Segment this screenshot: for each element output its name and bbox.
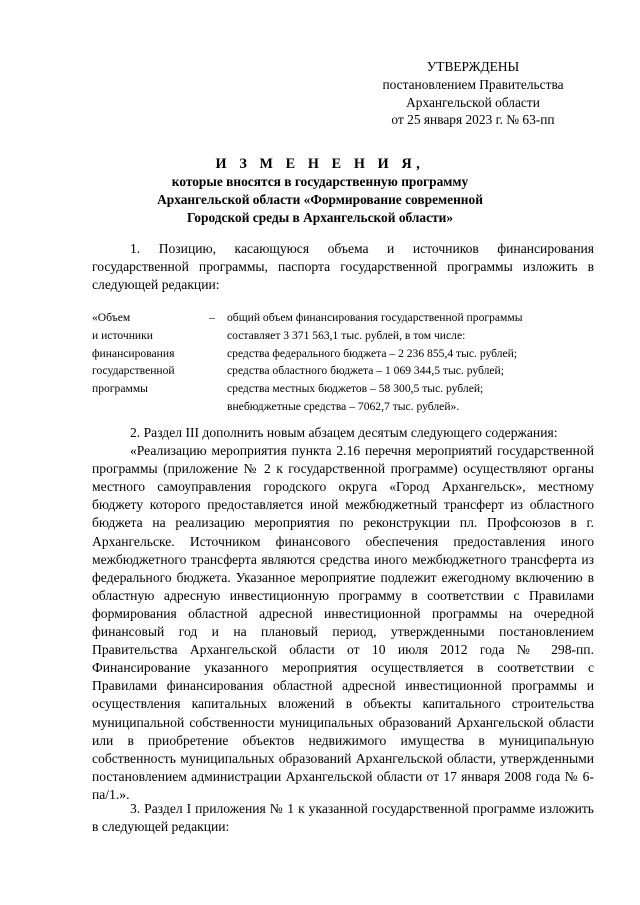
passport-value-line: средства федерального бюджета – 2 236 855,4 тыс. рублей; [227,346,518,360]
passport-label-line: программы [92,382,148,396]
paragraph-1: 1. Позицию, касающуюся объема и источников финансирования государственной программы, паспорта государственной программы изложить в следующей редакции: [92,241,594,293]
title-line-3: Городской среды в Архангельской области» [186,210,454,225]
approval-stamp [358,58,588,129]
paragraph-2-quote: «Реализацию мероприятия пункта 2.16 перечня мероприятий государственной программы (приложение № 2 к государственной программе) осуществляют органы местного самоуправления городского округа «Город Архангельск», местному бюджету которого предоставляется иной межбюджетный трансферт из областного бюджета на реализацию мероприятия по реконструкции пл. Профсоюзов в г. Архангельске. Источником финансового обеспечения предоставления иного межбюджетного трансферта являются средства иного межбюджетного трансферта из федерального бюджета. Указанное мероприятие подлежит ежегодному включению в областную адресную инвестиционную программу в соответствии с Правилами формирования областной адресной инвестиционной программы на очередной финансовый год и на плановый период, утвержденными постановлением Правительства Архангельской области от 10 июля 2012 года № 298-пп. Финансирование указанного мероприятия осуществляется в соответствии с Правилами финансирования областной адресной инвестиционной программы и осуществления капитальных вложений в объекты капитального строительства муниципальной собственности муниципальных образований Архангельской области или в приобретение объектов недвижимого имущества в муниципальную собственность муниципальных образований Архангельской области, утвержденными постановлением администрации Архангельской области от 17 января 2008 года № 6-па/1.». [92,443,594,802]
passport-label-line: и источники [92,328,153,342]
passport-value [227,309,597,416]
passport-dash: – [209,311,215,324]
passport-label-line: «Объем [92,311,131,324]
title-line-1: которые вносятся в государственную программу [171,174,469,189]
title-heading: И З М Е Н Е Н И Я, [215,156,425,172]
passport-label [92,309,202,398]
approval-date-number: от 25 января 2023 г. № 63-пп [391,112,555,128]
approval-title: УТВЕРЖДЕНЫ [426,59,520,74]
passport-label-line: государственной [92,364,175,378]
paragraph-3: 3. Раздел I приложения № 1 к указанной государственной программе изложить в следующей редакции: [92,801,594,835]
document-title [0,155,640,227]
passport-value-line: средства местных бюджетов – 58 300,5 тыс. рублей; [227,382,484,396]
approval-issuer: постановлением Правительства [382,76,564,92]
paragraph-2-intro: 2. Раздел III дополнить новым абзацем десятым следующего содержания: [130,425,558,440]
title-line-2: Архангельской области «Формирование современной [157,192,483,207]
passport-label-line: финансирования [92,346,175,360]
passport-value-line: составляет 3 371 563,1 тыс. рублей, в том числе: [227,328,466,342]
passport-value-line: общий объем финансирования государственной программы [227,311,523,324]
paragraph-2 [92,424,594,804]
passport-value-line: средства областного бюджета – 1 069 344,5 тыс. рублей; [227,364,504,378]
approval-region: Архангельской области [406,94,540,110]
passport-value-line: внебюджетные средства – 7062,7 тыс. рублей». [227,399,460,413]
